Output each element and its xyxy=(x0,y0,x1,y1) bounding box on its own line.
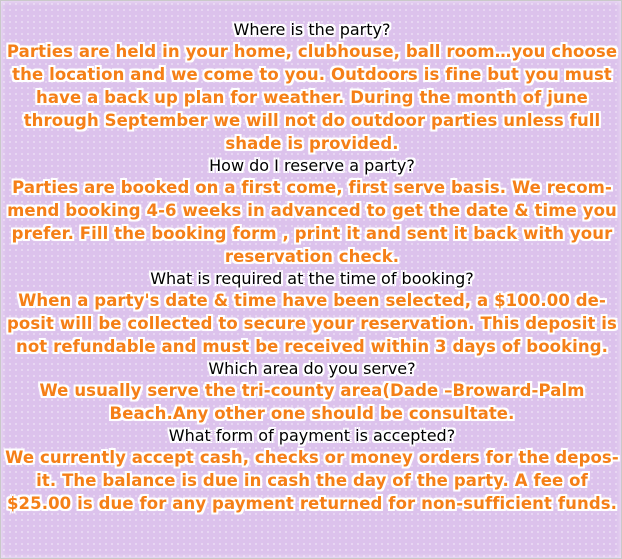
answer-line: $25.00 is due for any payment returned for non-sufficient funds. xyxy=(6,494,618,513)
faq-answer-area xyxy=(1,379,622,425)
answer-line: the location and we come to you. Outdoors is fine but you must xyxy=(12,65,612,84)
answer-line: reservation check. xyxy=(224,247,400,266)
answer-line: not refundable and must be received within 3 days of booking. xyxy=(15,337,609,356)
faq-content xyxy=(1,19,622,515)
faq-question-reserve xyxy=(1,155,622,176)
faq-answer-payment xyxy=(1,446,622,515)
faq-question-area xyxy=(1,358,622,379)
answer-line: When a party's date & time have been selected, a $100.00 de- xyxy=(18,291,606,310)
faq-answer-reserve xyxy=(1,176,622,268)
question-text: How do I reserve a party? xyxy=(209,156,415,175)
answer-line: Parties are booked on a first come, first serve basis. We recom- xyxy=(12,178,612,197)
faq-question-booking xyxy=(1,268,622,289)
question-text: Where is the party? xyxy=(233,20,391,39)
answer-line: have a back up plan for weather. During the month of june xyxy=(36,88,588,107)
question-text: What form of payment is accepted? xyxy=(168,426,456,445)
answer-line: Beach.Any other one should be consultate. xyxy=(109,404,515,423)
faq-answer-location xyxy=(1,40,622,155)
faq-question-payment xyxy=(1,425,622,446)
answer-line: posit will be collected to secure your reservation. This deposit is xyxy=(7,314,617,333)
answer-line: through September we will not do outdoor parties unless full xyxy=(23,111,601,130)
answer-line: We usually serve the tri-county area(Dade –Broward-Palm xyxy=(39,381,585,400)
answer-line: mend booking 4-6 weeks in advanced to get the date & time you xyxy=(7,201,617,220)
faq-answer-booking xyxy=(1,289,622,358)
answer-line: Parties are held in your home, clubhouse, ball room…you choose xyxy=(6,42,618,61)
question-text: What is required at the time of booking? xyxy=(150,269,474,288)
answer-line: We currently accept cash, checks or money orders for the depos- xyxy=(5,448,619,467)
faq-question-location xyxy=(1,19,622,40)
answer-line: it. The balance is due in cash the day of the party. A fee of xyxy=(36,471,588,490)
answer-line: prefer. Fill the booking form , print it and sent it back with your xyxy=(11,224,613,243)
question-text: Which area do you serve? xyxy=(208,359,416,378)
answer-line: shade is provided. xyxy=(225,134,399,153)
